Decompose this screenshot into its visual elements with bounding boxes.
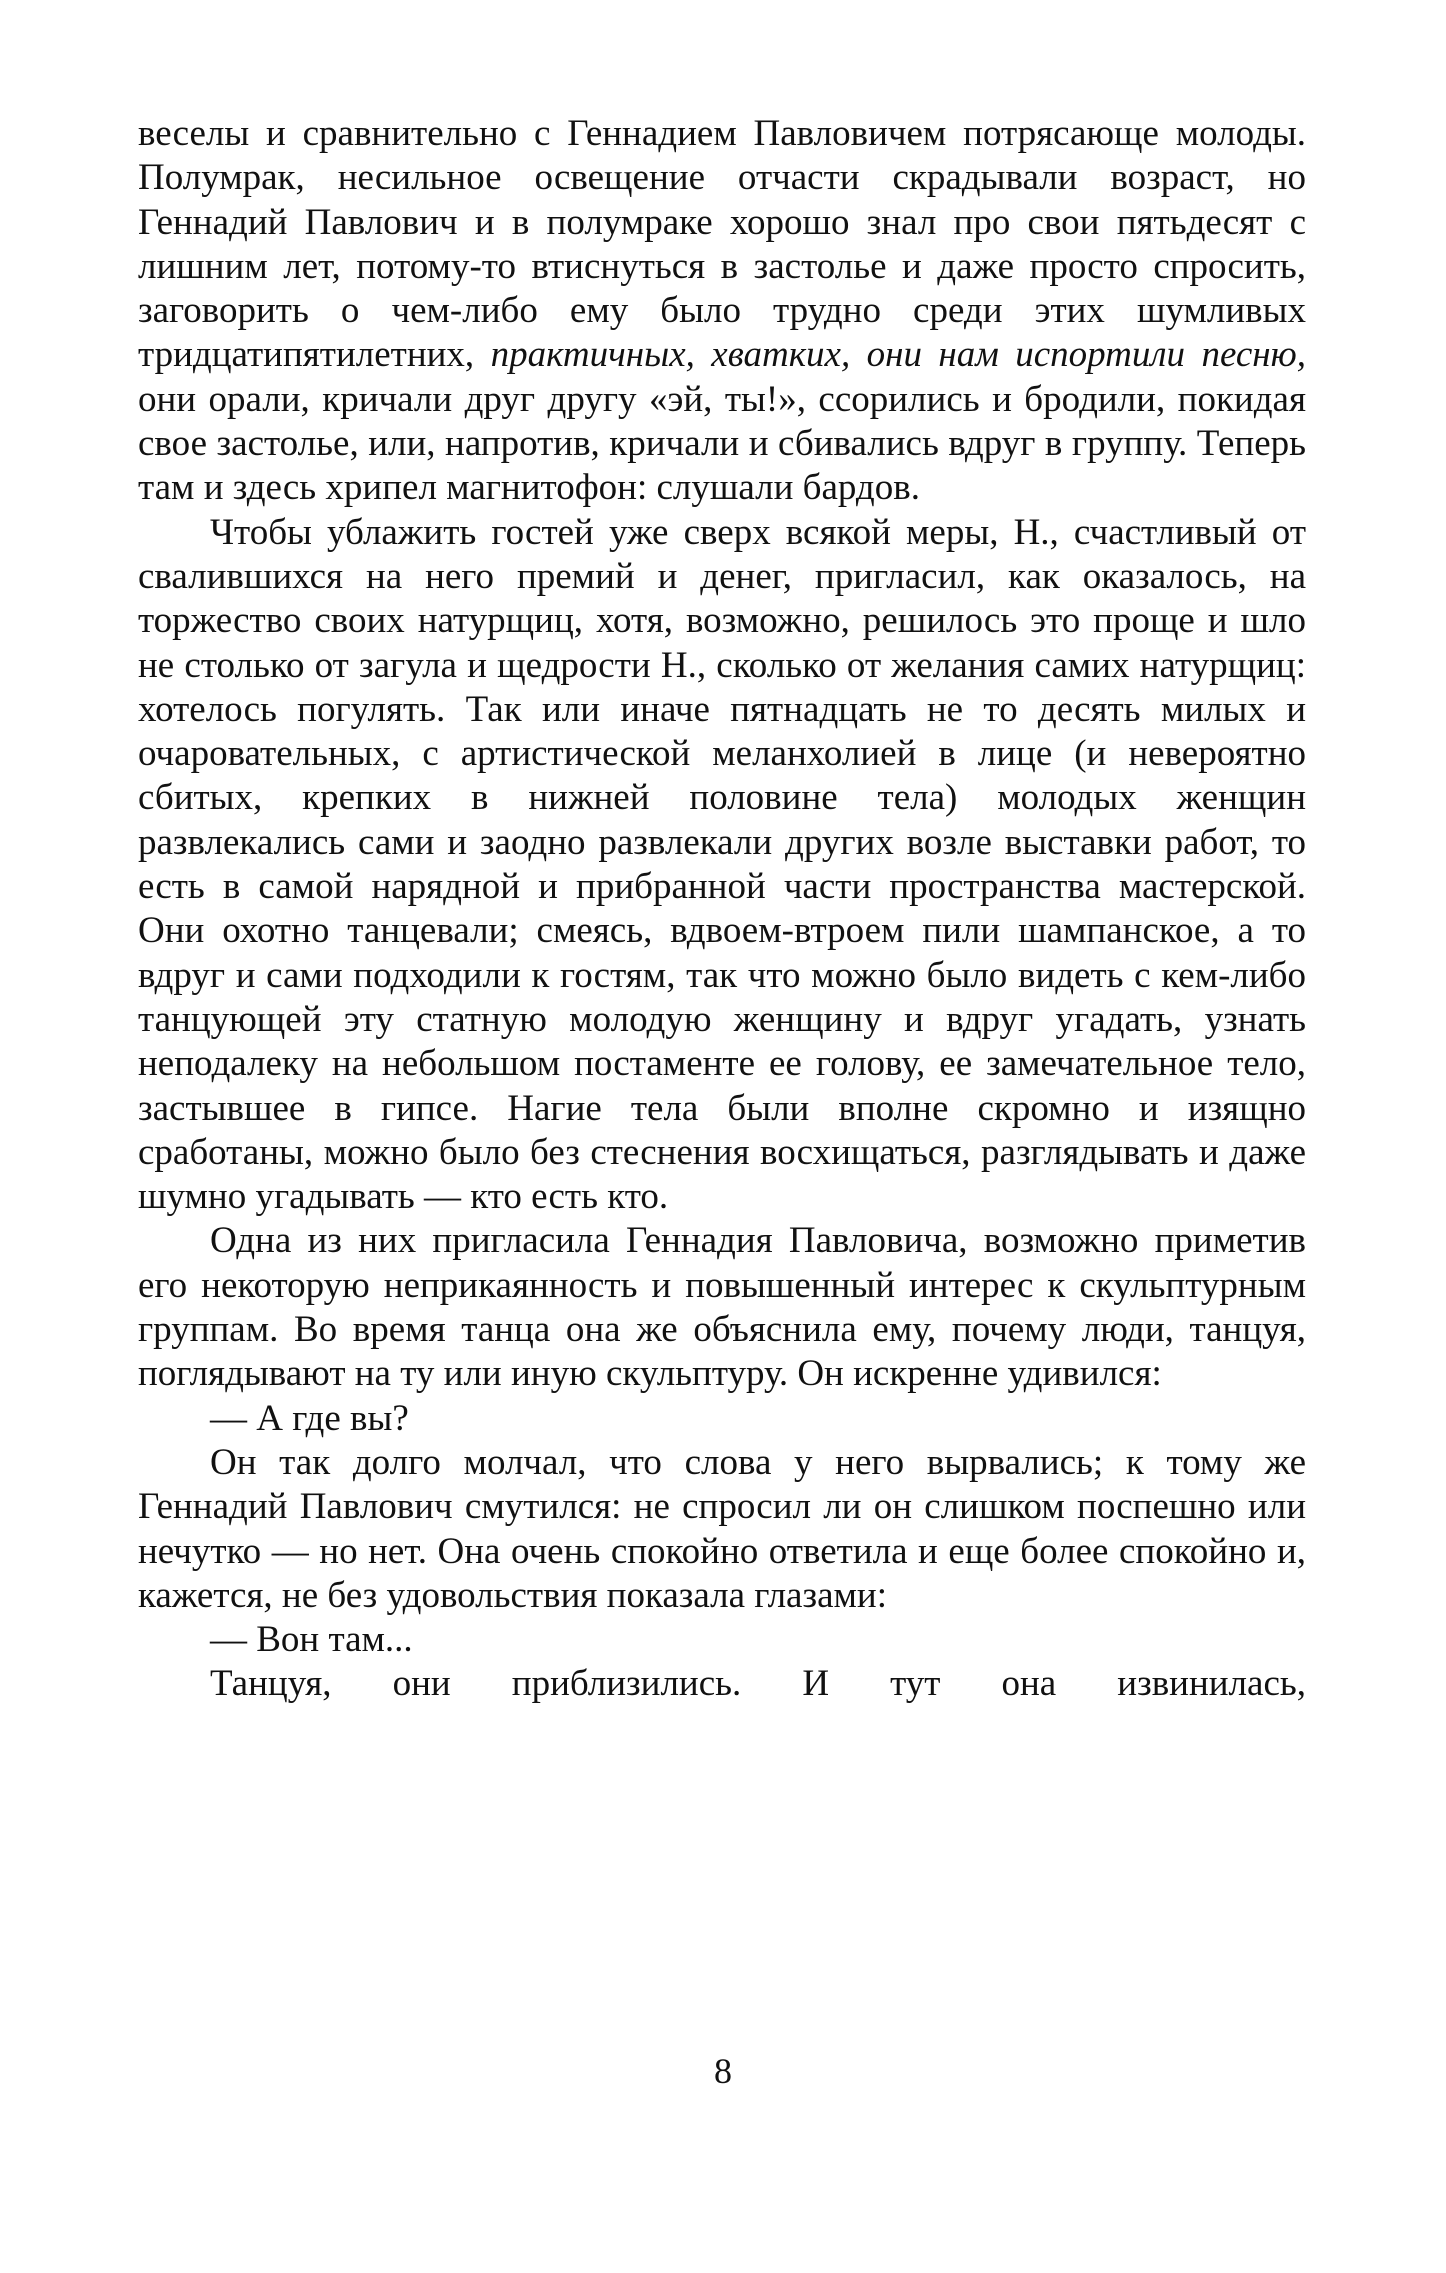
paragraph-1-part-2: они орали, кричали друг другу «эй, ты!», ссорились и бродили, покидая свое застолье, или, напротив, кричали и сбивались вдруг в группу. Теперь там и здесь хрипел магнитофон: слушали бардов. xyxy=(138,378,1306,509)
paragraph-4: Он так долго молчал, что слова у него вырвались; к тому же Геннадий Павлович смутился: не спросил ли он слишком поспешно или нечутко — но нет. Она очень спокойно ответила и еще более спокойно и, кажется, не без удовольствия показала глазами: xyxy=(138,1441,1306,1616)
dialog-line-2: — Вон там... xyxy=(210,1619,413,1661)
paragraph-2: Чтобы ублажить гостей уже сверх всякой меры, Н., счастливый от свалившихся на него премий и денег, пригласил, как оказалось, на торжество своих натурщиц, хотя, возможно, решилось это проще и шло не столько от загула и щедрости Н., сколько от желания самих натурщиц: хотелось погулять. Так или иначе пятнадцать не то десять милых и очаровательных, с артистической меланхолией в лице (и невероятно сбитых, крепких в нижней половине тела) молодых женщин развлекались сами и заодно развлекали других возле выставки работ, то есть в самой нарядной и прибранной части пространства мастерской. Они охотно танцевали; смеясь, вдвоем-втроем пили шампанское, а то вдруг и сами подходили к гостям, так что можно было видеть с кем-либо танцующей эту статную молодую женщину и вдруг угадать, узнать неподалеку на небольшом постаменте ее голову, ее замечательное тело, застывшее в гипсе. Нагие тела были вполне скромно и изящно сработаны, можно было без стеснения восхищаться, разглядывать и даже шумно угадывать — кто есть кто. xyxy=(138,511,1306,1218)
paragraph-1-part-1: веселы и сравнительно с Геннадием Павловичем потрясающе молоды. Полумрак, несильное освещение отчасти скрадывали возраст, но Геннадий Павлович и в полумраке хорошо знал про свои пятьдесят с лишним лет, потому-то втиснуться в застолье и даже просто спросить, заговорить о чем-либо ему было трудно среди этих шумливых тридцатипятилетних, xyxy=(138,113,1306,376)
page-number: 8 xyxy=(714,2051,732,2091)
paragraph-3: Одна из них пригласила Геннадия Павловича, возможно приметив его некоторую неприкаянность и повышенный интерес к скульптурным группам. Во время танца она же объяснила ему, почему люди, танцуя, поглядывают на ту или иную скульптуру. Он искренне удивился: xyxy=(138,1220,1306,1395)
paragraph-1 xyxy=(138,112,1306,511)
paragraph-5: Танцуя, они приблизились. И тут она извинилась, xyxy=(210,1663,1306,1705)
paragraph-1-italic-quote: практичных, хватких, они нам испортили песню, xyxy=(490,334,1306,376)
body-text xyxy=(138,112,1306,1707)
dialog-line-1: — А где вы? xyxy=(210,1397,409,1439)
